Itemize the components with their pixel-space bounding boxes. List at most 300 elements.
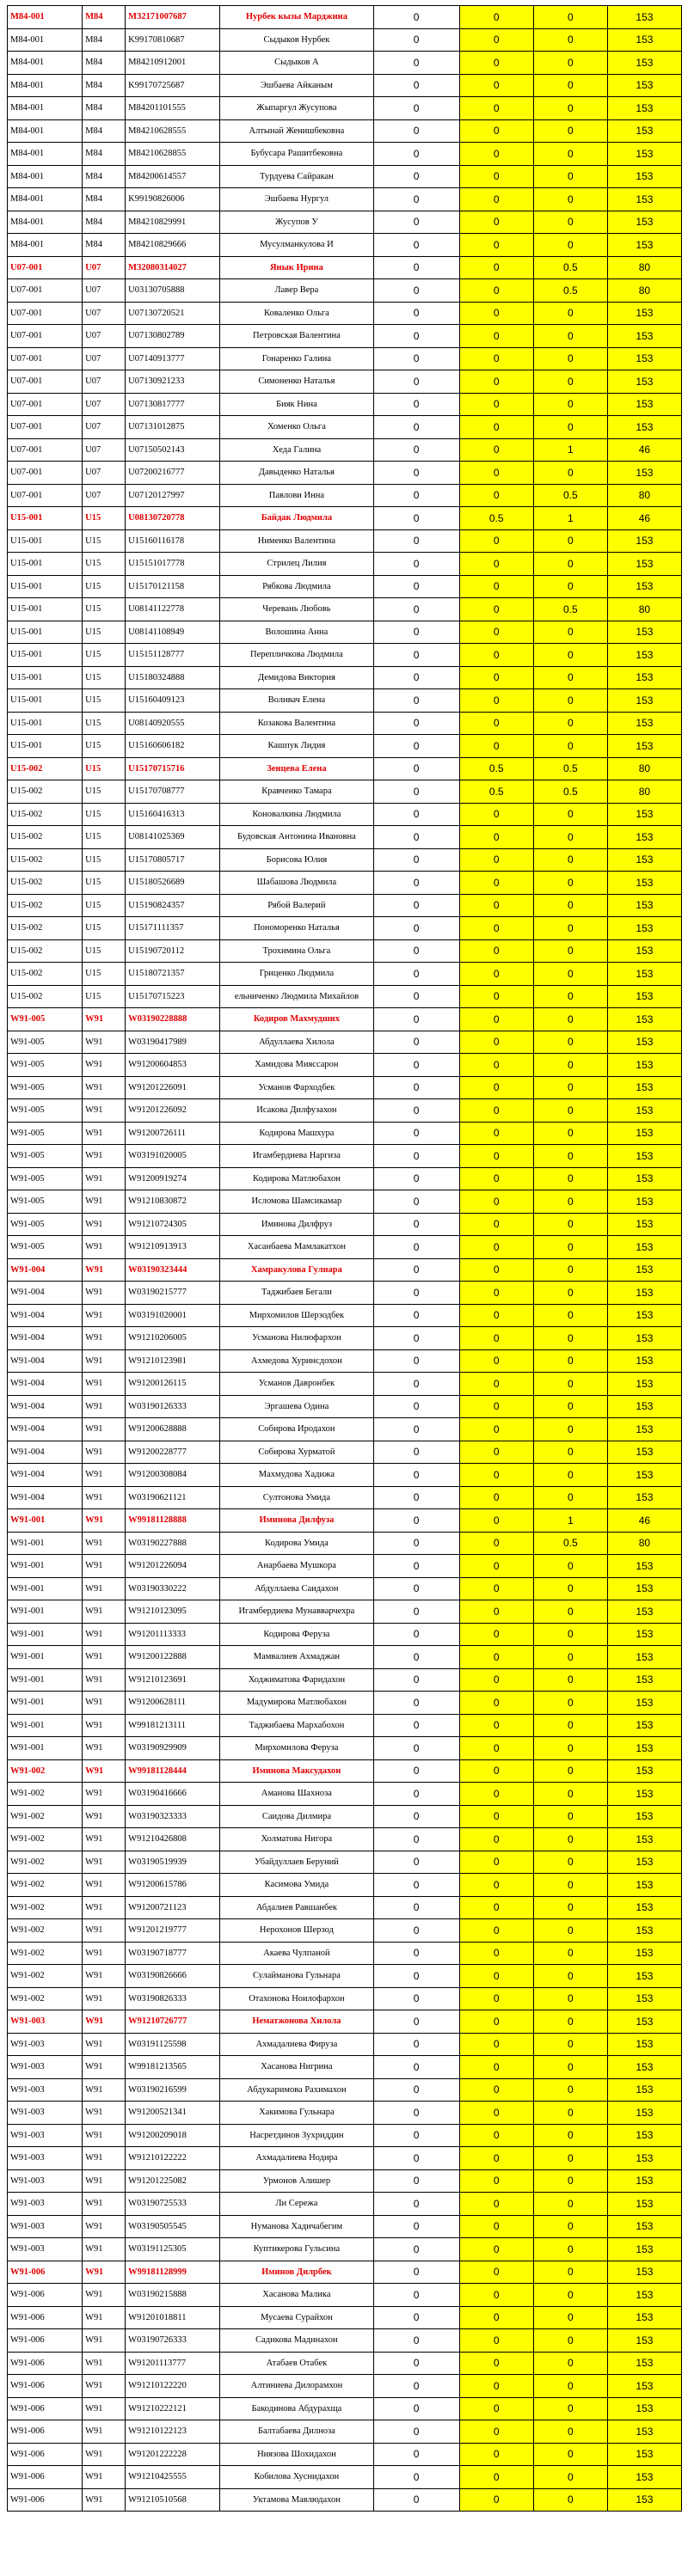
value-1-cell[interactable]: 0: [373, 1509, 459, 1533]
region-code-cell[interactable]: W91: [83, 2238, 126, 2261]
value-4-cell[interactable]: 153: [607, 939, 681, 963]
value-2-cell[interactable]: 0: [459, 347, 533, 370]
member-code-cell[interactable]: W91201225082: [126, 2169, 220, 2193]
region-code-cell[interactable]: W91: [83, 1486, 126, 1509]
value-4-cell[interactable]: 153: [607, 97, 681, 120]
region-code-cell[interactable]: W91: [83, 2443, 126, 2466]
value-4-cell[interactable]: 153: [607, 826, 681, 849]
region-code-cell[interactable]: W91: [83, 1236, 126, 1259]
member-code-cell[interactable]: W03190718777: [126, 1942, 220, 1965]
value-2-cell[interactable]: 0: [459, 2238, 533, 2261]
member-name-cell[interactable]: Мусаева Сурайхон: [220, 2306, 373, 2329]
region-code-cell[interactable]: W91: [83, 1509, 126, 1533]
value-2-cell[interactable]: 0: [459, 2193, 533, 2216]
member-name-cell[interactable]: ельниченко Людмила Михайлов: [220, 985, 373, 1008]
region-code-cell[interactable]: W91: [83, 1555, 126, 1578]
value-4-cell[interactable]: 153: [607, 1714, 681, 1737]
group-id-cell[interactable]: W91-003: [8, 2147, 83, 2170]
value-3-cell[interactable]: 0: [533, 28, 607, 52]
region-code-cell[interactable]: M84: [83, 188, 126, 211]
value-3-cell[interactable]: 0: [533, 52, 607, 75]
member-name-cell[interactable]: Нуманова Хадичабегим: [220, 2215, 373, 2238]
value-1-cell[interactable]: 0: [373, 1282, 459, 1305]
group-id-cell[interactable]: M84-001: [8, 234, 83, 257]
value-4-cell[interactable]: 153: [607, 1486, 681, 1509]
value-3-cell[interactable]: 0: [533, 2284, 607, 2307]
value-1-cell[interactable]: 0: [373, 2488, 459, 2512]
value-3-cell[interactable]: 0: [533, 97, 607, 120]
member-name-cell[interactable]: Махмудова Хадижа: [220, 1464, 373, 1487]
member-name-cell[interactable]: Абдуллаева Хилола: [220, 1031, 373, 1054]
member-name-cell[interactable]: Павлови Инна: [220, 484, 373, 507]
value-3-cell[interactable]: 0: [533, 1965, 607, 1988]
value-1-cell[interactable]: 0: [373, 757, 459, 780]
member-name-cell[interactable]: Симоненко Наталья: [220, 370, 373, 394]
value-2-cell[interactable]: 0: [459, 165, 533, 188]
value-3-cell[interactable]: 0: [533, 939, 607, 963]
member-code-cell[interactable]: U08141122778: [126, 598, 220, 621]
value-2-cell[interactable]: 0: [459, 143, 533, 166]
value-3-cell[interactable]: 0: [533, 1623, 607, 1646]
value-3-cell[interactable]: 0: [533, 1031, 607, 1054]
value-3-cell[interactable]: 0: [533, 826, 607, 849]
member-name-cell[interactable]: Хоменко Ольга: [220, 416, 373, 439]
member-code-cell[interactable]: U08140920555: [126, 712, 220, 735]
value-2-cell[interactable]: 0: [459, 803, 533, 826]
value-2-cell[interactable]: 0: [459, 370, 533, 394]
member-code-cell[interactable]: W03190417989: [126, 1031, 220, 1054]
member-name-cell[interactable]: Сулайманова Гульнара: [220, 1965, 373, 1988]
region-code-cell[interactable]: W91: [83, 2056, 126, 2079]
value-2-cell[interactable]: 0: [459, 1099, 533, 1123]
group-id-cell[interactable]: U07-001: [8, 347, 83, 370]
value-4-cell[interactable]: 80: [607, 256, 681, 279]
member-name-cell[interactable]: Эшбаева Айканым: [220, 74, 373, 97]
group-id-cell[interactable]: W91-006: [8, 2397, 83, 2420]
value-2-cell[interactable]: 0.5: [459, 757, 533, 780]
value-1-cell[interactable]: 0: [373, 507, 459, 530]
value-4-cell[interactable]: 153: [607, 1076, 681, 1099]
value-2-cell[interactable]: 0: [459, 1395, 533, 1418]
value-3-cell[interactable]: 0: [533, 1349, 607, 1373]
value-3-cell[interactable]: 0: [533, 1828, 607, 1851]
member-code-cell[interactable]: W03190216599: [126, 2078, 220, 2102]
value-4-cell[interactable]: 153: [607, 644, 681, 667]
member-name-cell[interactable]: Кодиров Махмудших: [220, 1008, 373, 1031]
value-1-cell[interactable]: 0: [373, 1167, 459, 1190]
group-id-cell[interactable]: M84-001: [8, 188, 83, 211]
value-4-cell[interactable]: 153: [607, 2443, 681, 2466]
group-id-cell[interactable]: W91-001: [8, 1532, 83, 1555]
value-4-cell[interactable]: 153: [607, 575, 681, 598]
member-code-cell[interactable]: K99170810687: [126, 28, 220, 52]
region-code-cell[interactable]: W91: [83, 1213, 126, 1236]
value-3-cell[interactable]: 0: [533, 2488, 607, 2512]
member-code-cell[interactable]: W91210123691: [126, 1668, 220, 1692]
value-2-cell[interactable]: 0: [459, 1236, 533, 1259]
group-id-cell[interactable]: U07-001: [8, 370, 83, 394]
value-2-cell[interactable]: 0: [459, 1190, 533, 1214]
region-code-cell[interactable]: W91: [83, 1327, 126, 1350]
value-4-cell[interactable]: 153: [607, 143, 681, 166]
member-code-cell[interactable]: U15160416313: [126, 803, 220, 826]
group-id-cell[interactable]: W91-002: [8, 1965, 83, 1988]
value-1-cell[interactable]: 0: [373, 575, 459, 598]
value-3-cell[interactable]: 0: [533, 689, 607, 713]
region-code-cell[interactable]: W91: [83, 2147, 126, 2170]
value-2-cell[interactable]: 0: [459, 1122, 533, 1145]
group-id-cell[interactable]: W91-001: [8, 1714, 83, 1737]
region-code-cell[interactable]: U15: [83, 598, 126, 621]
value-4-cell[interactable]: 153: [607, 1805, 681, 1828]
member-name-cell[interactable]: Бакодинова Абдурахща: [220, 2397, 373, 2420]
value-3-cell[interactable]: 0: [533, 74, 607, 97]
value-3-cell[interactable]: 0: [533, 894, 607, 917]
member-name-cell[interactable]: Атабаев Отабек: [220, 2352, 373, 2375]
value-3-cell[interactable]: 0: [533, 393, 607, 416]
member-name-cell[interactable]: Рябкова Людмила: [220, 575, 373, 598]
value-2-cell[interactable]: 0: [459, 1555, 533, 1578]
value-4-cell[interactable]: 153: [607, 2466, 681, 2489]
group-id-cell[interactable]: U15-002: [8, 963, 83, 986]
value-4-cell[interactable]: 153: [607, 2056, 681, 2079]
value-2-cell[interactable]: 0: [459, 2147, 533, 2170]
member-name-cell[interactable]: Жыпаргул Жусупова: [220, 97, 373, 120]
value-3-cell[interactable]: 1: [533, 507, 607, 530]
value-3-cell[interactable]: 0: [533, 529, 607, 553]
group-id-cell[interactable]: W91-005: [8, 1076, 83, 1099]
value-4-cell[interactable]: 153: [607, 1851, 681, 1874]
value-1-cell[interactable]: 0: [373, 2010, 459, 2034]
group-id-cell[interactable]: W91-001: [8, 1555, 83, 1578]
region-code-cell[interactable]: U15: [83, 507, 126, 530]
value-3-cell[interactable]: 0: [533, 985, 607, 1008]
value-4-cell[interactable]: 153: [607, 689, 681, 713]
value-3-cell[interactable]: 0: [533, 2397, 607, 2420]
group-id-cell[interactable]: W91-005: [8, 1213, 83, 1236]
value-4-cell[interactable]: 153: [607, 553, 681, 576]
value-4-cell[interactable]: 46: [607, 507, 681, 530]
member-code-cell[interactable]: W91200628111: [126, 1692, 220, 1715]
value-4-cell[interactable]: 80: [607, 1532, 681, 1555]
value-2-cell[interactable]: 0: [459, 1282, 533, 1305]
value-1-cell[interactable]: 0: [373, 1600, 459, 1624]
value-4-cell[interactable]: 153: [607, 1965, 681, 1988]
member-code-cell[interactable]: U07150502143: [126, 438, 220, 462]
member-name-cell[interactable]: Сыдыков А: [220, 52, 373, 75]
member-code-cell[interactable]: W91210122222: [126, 2147, 220, 2170]
member-code-cell[interactable]: U15190720112: [126, 939, 220, 963]
region-code-cell[interactable]: W91: [83, 1737, 126, 1760]
value-4-cell[interactable]: 153: [607, 2397, 681, 2420]
member-name-cell[interactable]: Лавер Вера: [220, 279, 373, 303]
member-name-cell[interactable]: Исломова Шамсикамар: [220, 1190, 373, 1214]
member-code-cell[interactable]: W91210724305: [126, 1213, 220, 1236]
group-id-cell[interactable]: W91-005: [8, 1099, 83, 1123]
member-code-cell[interactable]: W91200604853: [126, 1054, 220, 1077]
member-code-cell[interactable]: W91200122888: [126, 1646, 220, 1669]
value-1-cell[interactable]: 0: [373, 1441, 459, 1464]
region-code-cell[interactable]: M84: [83, 97, 126, 120]
value-2-cell[interactable]: 0: [459, 1896, 533, 1919]
value-3-cell[interactable]: 1: [533, 1509, 607, 1533]
value-3-cell[interactable]: 0: [533, 2329, 607, 2353]
region-code-cell[interactable]: W91: [83, 1441, 126, 1464]
value-1-cell[interactable]: 0: [373, 1349, 459, 1373]
value-2-cell[interactable]: 0: [459, 1577, 533, 1600]
member-name-cell[interactable]: Насретдинов Зухриддин: [220, 2124, 373, 2147]
value-3-cell[interactable]: 0: [533, 234, 607, 257]
value-2-cell[interactable]: 0: [459, 1828, 533, 1851]
value-1-cell[interactable]: 0: [373, 1874, 459, 1897]
value-1-cell[interactable]: 0: [373, 2352, 459, 2375]
member-name-cell[interactable]: Шабашова Людмила: [220, 872, 373, 895]
value-4-cell[interactable]: 153: [607, 917, 681, 940]
region-code-cell[interactable]: W91: [83, 1395, 126, 1418]
group-id-cell[interactable]: U07-001: [8, 484, 83, 507]
value-4-cell[interactable]: 80: [607, 598, 681, 621]
value-1-cell[interactable]: 0: [373, 2284, 459, 2307]
value-2-cell[interactable]: 0: [459, 553, 533, 576]
region-code-cell[interactable]: U15: [83, 712, 126, 735]
member-name-cell[interactable]: Хакимова Гульнара: [220, 2102, 373, 2125]
value-2-cell[interactable]: 0: [459, 1327, 533, 1350]
member-name-cell[interactable]: Хасанова Нигрина: [220, 2056, 373, 2079]
value-2-cell[interactable]: 0: [459, 2488, 533, 2512]
value-4-cell[interactable]: 80: [607, 780, 681, 804]
member-name-cell[interactable]: Холматова Нигора: [220, 1828, 373, 1851]
member-name-cell[interactable]: Пономоренко Наталья: [220, 917, 373, 940]
value-2-cell[interactable]: 0.5: [459, 780, 533, 804]
region-code-cell[interactable]: W91: [83, 1577, 126, 1600]
member-code-cell[interactable]: U07140913777: [126, 347, 220, 370]
group-id-cell[interactable]: W91-006: [8, 2466, 83, 2489]
value-4-cell[interactable]: 153: [607, 1759, 681, 1783]
member-name-cell[interactable]: Иминова Максудахон: [220, 1759, 373, 1783]
value-2-cell[interactable]: 0: [459, 279, 533, 303]
value-3-cell[interactable]: 0: [533, 188, 607, 211]
region-code-cell[interactable]: U07: [83, 325, 126, 348]
value-1-cell[interactable]: 0: [373, 165, 459, 188]
group-id-cell[interactable]: U07-001: [8, 462, 83, 485]
value-4-cell[interactable]: 46: [607, 438, 681, 462]
value-2-cell[interactable]: 0: [459, 438, 533, 462]
group-id-cell[interactable]: U15-002: [8, 872, 83, 895]
region-code-cell[interactable]: W91: [83, 2397, 126, 2420]
member-name-cell[interactable]: Куптикерова Гульсина: [220, 2238, 373, 2261]
group-id-cell[interactable]: W91-004: [8, 1327, 83, 1350]
region-code-cell[interactable]: U15: [83, 872, 126, 895]
value-1-cell[interactable]: 0: [373, 1031, 459, 1054]
group-id-cell[interactable]: U15-001: [8, 621, 83, 644]
value-3-cell[interactable]: 0: [533, 1942, 607, 1965]
region-code-cell[interactable]: U15: [83, 689, 126, 713]
member-name-cell[interactable]: Уктамова Мавлюдахон: [220, 2488, 373, 2512]
group-id-cell[interactable]: W91-002: [8, 1987, 83, 2010]
value-1-cell[interactable]: 0: [373, 553, 459, 576]
value-4-cell[interactable]: 153: [607, 416, 681, 439]
region-code-cell[interactable]: W91: [83, 2102, 126, 2125]
value-4-cell[interactable]: 153: [607, 1919, 681, 1943]
member-code-cell[interactable]: W91210122123: [126, 2420, 220, 2444]
value-2-cell[interactable]: 0: [459, 2306, 533, 2329]
value-1-cell[interactable]: 0: [373, 2033, 459, 2056]
value-2-cell[interactable]: 0: [459, 963, 533, 986]
value-1-cell[interactable]: 0: [373, 848, 459, 872]
value-3-cell[interactable]: 0: [533, 2443, 607, 2466]
member-code-cell[interactable]: W91210425555: [126, 2466, 220, 2489]
member-code-cell[interactable]: K99170725687: [126, 74, 220, 97]
value-1-cell[interactable]: 0: [373, 2420, 459, 2444]
member-name-cell[interactable]: Эргашева Одина: [220, 1395, 373, 1418]
member-name-cell[interactable]: Балтабаева Дилноза: [220, 2420, 373, 2444]
member-code-cell[interactable]: W91210222121: [126, 2397, 220, 2420]
member-code-cell[interactable]: W91200228777: [126, 1441, 220, 1464]
value-3-cell[interactable]: 0: [533, 1737, 607, 1760]
member-code-cell[interactable]: U15180721357: [126, 963, 220, 986]
region-code-cell[interactable]: U15: [83, 529, 126, 553]
member-code-cell[interactable]: W03190323333: [126, 1805, 220, 1828]
region-code-cell[interactable]: U15: [83, 644, 126, 667]
group-id-cell[interactable]: W91-002: [8, 1919, 83, 1943]
value-3-cell[interactable]: 0: [533, 1896, 607, 1919]
region-code-cell[interactable]: U15: [83, 666, 126, 689]
value-2-cell[interactable]: 0: [459, 6, 533, 29]
value-1-cell[interactable]: 0: [373, 1099, 459, 1123]
value-2-cell[interactable]: 0: [459, 462, 533, 485]
group-id-cell[interactable]: W91-004: [8, 1464, 83, 1487]
group-id-cell[interactable]: W91-005: [8, 1122, 83, 1145]
region-code-cell[interactable]: M84: [83, 165, 126, 188]
member-name-cell[interactable]: Давыденко Наталья: [220, 462, 373, 485]
region-code-cell[interactable]: W91: [83, 1942, 126, 1965]
value-1-cell[interactable]: 0: [373, 2397, 459, 2420]
value-4-cell[interactable]: 153: [607, 666, 681, 689]
member-code-cell[interactable]: K99190826006: [126, 188, 220, 211]
region-code-cell[interactable]: M84: [83, 143, 126, 166]
value-1-cell[interactable]: 0: [373, 2261, 459, 2284]
group-id-cell[interactable]: W91-004: [8, 1349, 83, 1373]
region-code-cell[interactable]: W91: [83, 1122, 126, 1145]
member-code-cell[interactable]: W91210123095: [126, 1600, 220, 1624]
group-id-cell[interactable]: M84-001: [8, 211, 83, 234]
value-1-cell[interactable]: 0: [373, 143, 459, 166]
value-4-cell[interactable]: 153: [607, 74, 681, 97]
value-4-cell[interactable]: 153: [607, 302, 681, 325]
group-id-cell[interactable]: M84-001: [8, 97, 83, 120]
value-1-cell[interactable]: 0: [373, 780, 459, 804]
value-1-cell[interactable]: 0: [373, 1987, 459, 2010]
value-1-cell[interactable]: 0: [373, 1668, 459, 1692]
member-name-cell[interactable]: Нематжонова Хилола: [220, 2010, 373, 2034]
group-id-cell[interactable]: W91-004: [8, 1373, 83, 1396]
value-2-cell[interactable]: 0: [459, 1441, 533, 1464]
value-3-cell[interactable]: 0: [533, 575, 607, 598]
member-code-cell[interactable]: U15160116178: [126, 529, 220, 553]
value-3-cell[interactable]: 0: [533, 1327, 607, 1350]
value-4-cell[interactable]: 46: [607, 1509, 681, 1533]
group-id-cell[interactable]: W91-004: [8, 1258, 83, 1282]
value-3-cell[interactable]: 0: [533, 2466, 607, 2489]
value-1-cell[interactable]: 0: [373, 735, 459, 758]
group-id-cell[interactable]: M84-001: [8, 143, 83, 166]
value-4-cell[interactable]: 153: [607, 1896, 681, 1919]
region-code-cell[interactable]: U15: [83, 963, 126, 986]
member-code-cell[interactable]: M84210829991: [126, 211, 220, 234]
region-code-cell[interactable]: U07: [83, 416, 126, 439]
member-code-cell[interactable]: W03190519939: [126, 1851, 220, 1874]
group-id-cell[interactable]: W91-005: [8, 1008, 83, 1031]
member-name-cell[interactable]: Гонаренко Галина: [220, 347, 373, 370]
value-2-cell[interactable]: 0: [459, 2078, 533, 2102]
value-2-cell[interactable]: 0: [459, 1942, 533, 1965]
value-4-cell[interactable]: 153: [607, 1692, 681, 1715]
value-2-cell[interactable]: 0: [459, 2102, 533, 2125]
value-4-cell[interactable]: 153: [607, 1145, 681, 1168]
group-id-cell[interactable]: W91-003: [8, 2169, 83, 2193]
value-1-cell[interactable]: 0: [373, 1577, 459, 1600]
region-code-cell[interactable]: U15: [83, 735, 126, 758]
value-4-cell[interactable]: 153: [607, 2238, 681, 2261]
group-id-cell[interactable]: W91-005: [8, 1145, 83, 1168]
member-code-cell[interactable]: W91200615786: [126, 1874, 220, 1897]
member-name-cell[interactable]: Стрилец Лилия: [220, 553, 373, 576]
value-2-cell[interactable]: 0: [459, 2169, 533, 2193]
value-3-cell[interactable]: 0: [533, 1395, 607, 1418]
value-4-cell[interactable]: 153: [607, 1258, 681, 1282]
value-2-cell[interactable]: 0: [459, 848, 533, 872]
value-4-cell[interactable]: 153: [607, 1327, 681, 1350]
group-id-cell[interactable]: U07-001: [8, 256, 83, 279]
value-4-cell[interactable]: 153: [607, 52, 681, 75]
member-name-cell[interactable]: Янык Ирина: [220, 256, 373, 279]
region-code-cell[interactable]: W91: [83, 1714, 126, 1737]
value-4-cell[interactable]: 153: [607, 1668, 681, 1692]
value-4-cell[interactable]: 153: [607, 1373, 681, 1396]
value-1-cell[interactable]: 0: [373, 939, 459, 963]
value-2-cell[interactable]: 0: [459, 1008, 533, 1031]
region-code-cell[interactable]: U07: [83, 462, 126, 485]
value-4-cell[interactable]: 153: [607, 1577, 681, 1600]
group-id-cell[interactable]: W91-003: [8, 2215, 83, 2238]
region-code-cell[interactable]: U07: [83, 279, 126, 303]
value-4-cell[interactable]: 153: [607, 2147, 681, 2170]
group-id-cell[interactable]: W91-006: [8, 2488, 83, 2512]
group-id-cell[interactable]: U15-002: [8, 826, 83, 849]
value-2-cell[interactable]: 0: [459, 1054, 533, 1077]
value-2-cell[interactable]: 0: [459, 712, 533, 735]
member-code-cell[interactable]: W03190126333: [126, 1395, 220, 1418]
member-code-cell[interactable]: W03190215777: [126, 1282, 220, 1305]
region-code-cell[interactable]: W91: [83, 1258, 126, 1282]
member-code-cell[interactable]: W03191125598: [126, 2033, 220, 2056]
value-1-cell[interactable]: 0: [373, 1464, 459, 1487]
value-4-cell[interactable]: 153: [607, 803, 681, 826]
value-4-cell[interactable]: 153: [607, 1349, 681, 1373]
member-code-cell[interactable]: U15170708777: [126, 780, 220, 804]
member-code-cell[interactable]: W03190726333: [126, 2329, 220, 2353]
member-code-cell[interactable]: W03190416666: [126, 1783, 220, 1806]
member-name-cell[interactable]: Кашпук Лидия: [220, 735, 373, 758]
value-4-cell[interactable]: 153: [607, 712, 681, 735]
region-code-cell[interactable]: W91: [83, 1668, 126, 1692]
member-name-cell[interactable]: Турдуева Сайракан: [220, 165, 373, 188]
value-3-cell[interactable]: 0: [533, 1122, 607, 1145]
member-name-cell[interactable]: Хасанбаева Мамлакатхон: [220, 1236, 373, 1259]
member-code-cell[interactable]: U07130921233: [126, 370, 220, 394]
value-1-cell[interactable]: 0: [373, 1304, 459, 1327]
value-2-cell[interactable]: 0: [459, 1145, 533, 1168]
